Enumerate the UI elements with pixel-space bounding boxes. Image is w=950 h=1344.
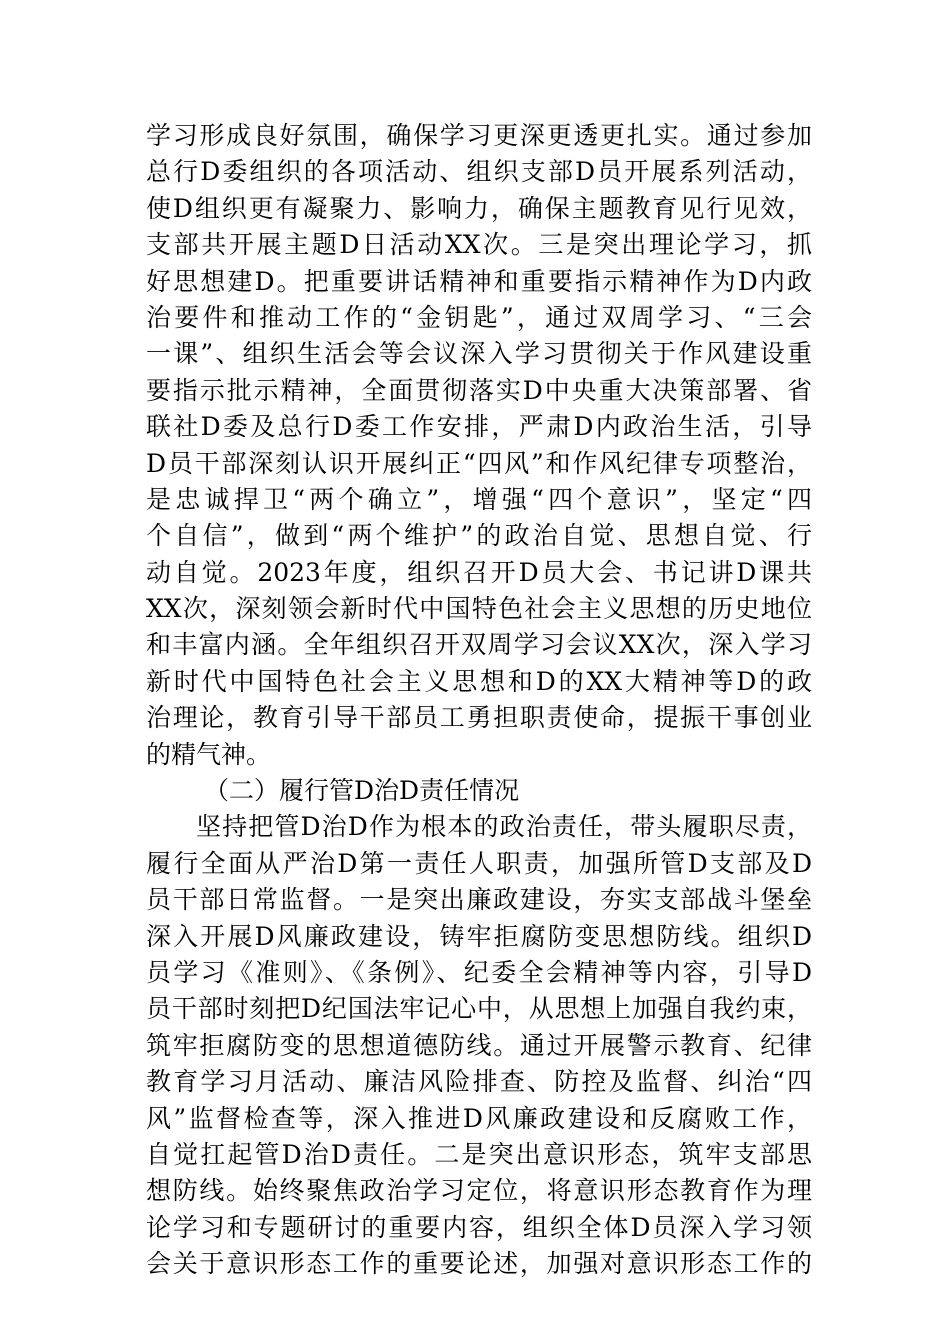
text-line: 好思想建D。把重要讲话精神和重要指示精神作为D内政 [146,266,812,296]
paragraph-1 [146,118,812,773]
text-line: 治理论，教育引导干部员工勇担职责使命，提振干事创业 [146,703,812,733]
text-line: 想防线。始终聚焦政治学习定位，将意识形态教育作为理 [146,1176,812,1206]
text-line: 治要件和推动工作的“金钥匙”，通过双周学习、“三会 [146,302,812,332]
text-line: 使D组织更有凝聚力、影响力，确保主题教育见行见效， [146,193,812,223]
text-line: 自觉扛起管D治D责任。二是突出意识形态，筑牢支部思 [146,1139,812,1169]
text-line: 支部共开展主题D日活动XX次。三是突出理论学习，抓 [146,230,812,260]
text-line: 是忠诚捍卫“两个确立”，增强“四个意识”，坚定“四 [146,484,812,514]
text-line: 的精气神。 [146,739,272,769]
text-line: 员干部日常监督。一是突出廉政建设，夯实支部战斗堡垒 [146,885,812,915]
text-line: 履行全面从严治D第一责任人职责，加强所管D支部及D [146,848,812,878]
text-line: 会关于意识形态工作的重要论述，加强对意识形态工作的 [146,1249,812,1279]
text-line: 员干部时刻把D纪国法牢记心中，从思想上加强自我约束， [146,994,812,1024]
text-line: XX次，深刻领会新时代中国特色社会主义思想的历史地位 [146,594,812,624]
text-line: 筑牢拒腐防变的思想道德防线。通过开展警示教育、纪律 [146,1030,812,1060]
text-line: 要指示批示精神，全面贯彻落实D中央重大决策部署、省 [146,375,812,405]
text-line: 联社D委及总行D委工作安排，严肃D内政治生活，引导 [146,412,812,442]
text-line: 深入开展D风廉政建设，铸牢拒腐防变思想防线。组织D [146,921,812,951]
text-line: 坚持把管D治D作为根本的政治责任，带头履职尽责， [196,812,812,842]
text-line: 风”监督检查等，深入推进D风廉政建设和反腐败工作， [146,1103,812,1133]
text-line: 个自信”，做到“两个维护”的政治自觉、思想自觉、行 [146,521,812,551]
text-line: 动自觉。2023年度，组织召开D员大会、书记讲D课共 [146,557,812,587]
text-line: 教育学习月活动、廉洁风险排查、防控及监督、纠治“四 [146,1067,812,1097]
text-line: 员学习《准则》、《条例》、纪委全会精神等内容，引导D [146,957,812,987]
text-line: 学习形成良好氛围，确保学习更深更透更扎实。通过参加 [146,121,812,150]
document-body [146,118,812,1283]
paragraph-2 [146,809,812,1282]
text-line: 总行D委组织的各项活动、组织支部D员开展系列活动， [146,157,812,187]
text-line: 新时代中国特色社会主义思想和D的XX大精神等D的政 [146,666,812,696]
text-line: 和丰富内涵。全年组织召开双周学习会议XX次，深入学习 [146,630,812,660]
section-heading: （二）履行管D治D责任情况 [204,776,520,806]
text-line: 论学习和专题研讨的重要内容，组织全体D员深入学习领 [146,1212,812,1242]
text-line: D员干部深刻认识开展纠正“四风”和作风纪律专项整治， [146,448,812,478]
text-line: 一课”、组织生活会等会议深入学习贯彻关于作风建设重 [146,339,812,369]
